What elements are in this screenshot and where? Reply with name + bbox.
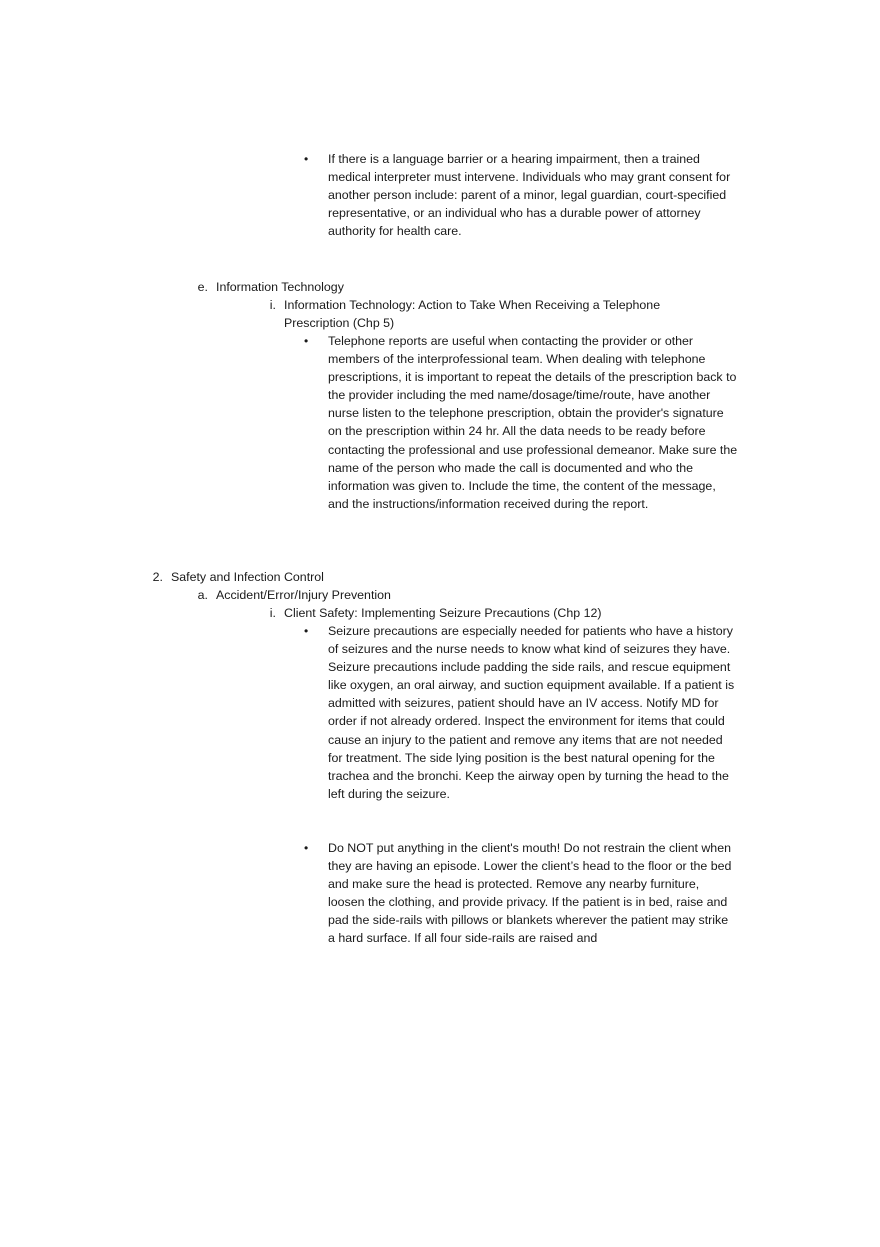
bullet-mouth [304,839,732,948]
section-2a-i-title: Client Safety: Implementing Seizure Precautions (Chp 12) [284,606,602,620]
bullet-telephone-text: Telephone reports are useful when contacting the provider or other members of the interprofessional team. When dealing with telephone prescriptions, it is important to repeat the details of the prescription back to the provider including the med name/dosage/time/route, have another nurse listen to the telephone prescription, obtain the provider's signature on the prescription within 24 hr. All the data needs to be ready before contacting the professional and use professional demeanor. Make sure the name of the person who made the call is documented and who the information was given to. Include the time, the content of the message, and the instructions/information received during the report. [328,334,738,511]
section-e-heading [186,278,344,296]
bullet-mouth-text: Do NOT put anything in the client's mouth! Do not restrain the client when they are having an episode. Lower the client’s head to the floor or the bed and make sure the head is protected. Remove any nearby furniture, loosen the clothing, and provide privacy. If the patient is in bed, raise and pad the side-rails with pillows or blankets wherever the patient may strike a hard surface. If all four side-rails are raised and [328,841,732,946]
section-2a-heading [186,586,391,604]
section-2-marker: 2. [152,570,163,584]
section-e-marker: e. [197,280,208,294]
section-e-title: Information Technology [216,280,344,294]
bullet-icon: • [304,841,309,855]
bullet-icon: • [304,152,309,166]
section-2-title: Safety and Infection Control [171,570,324,584]
section-e-i-heading [254,296,674,332]
section-2a-i-heading [254,604,602,622]
bullet-consent-text: If there is a language barrier or a hearing impairment, then a trained medical interpreter must intervene. Individuals who may grant consent for another person include: parent of a minor, legal guardian, court-specified representative, or an individual who has a durable power of attorney authority for health care. [328,152,731,239]
bullet-icon: • [304,624,309,638]
bullet-consent [304,150,731,240]
bullet-seizure-text: Seizure precautions are especially needed for patients who have a history of seizures and the nurse needs to know what kind of seizures they have. Seizure precautions include padding the side rails, and rescue equipment like oxygen, an oral airway, and suction equipment available. If a patient is admitted with seizures, patient should have an IV access. Notify MD for order if not already ordered. Inspect the environment for items that could cause an injury to the patient and remove any items that are not needed for treatment. The side lying position is the best natural opening for the trachea and the bronchi. Keep the airway open by turning the head to the left during the seizure. [328,624,735,801]
bullet-seizure [304,622,735,803]
bullet-icon: • [304,334,309,348]
section-e-i-marker: i. [269,298,276,312]
section-2a-i-marker: i. [269,606,276,620]
section-2a-title: Accident/Error/Injury Prevention [216,588,391,602]
section-e-i-title: Information Technology: Action to Take When Receiving a Telephone Prescription (Chp 5) [284,298,661,331]
section-2-heading [141,568,324,586]
section-2a-marker: a. [197,588,208,602]
bullet-telephone [304,332,738,513]
